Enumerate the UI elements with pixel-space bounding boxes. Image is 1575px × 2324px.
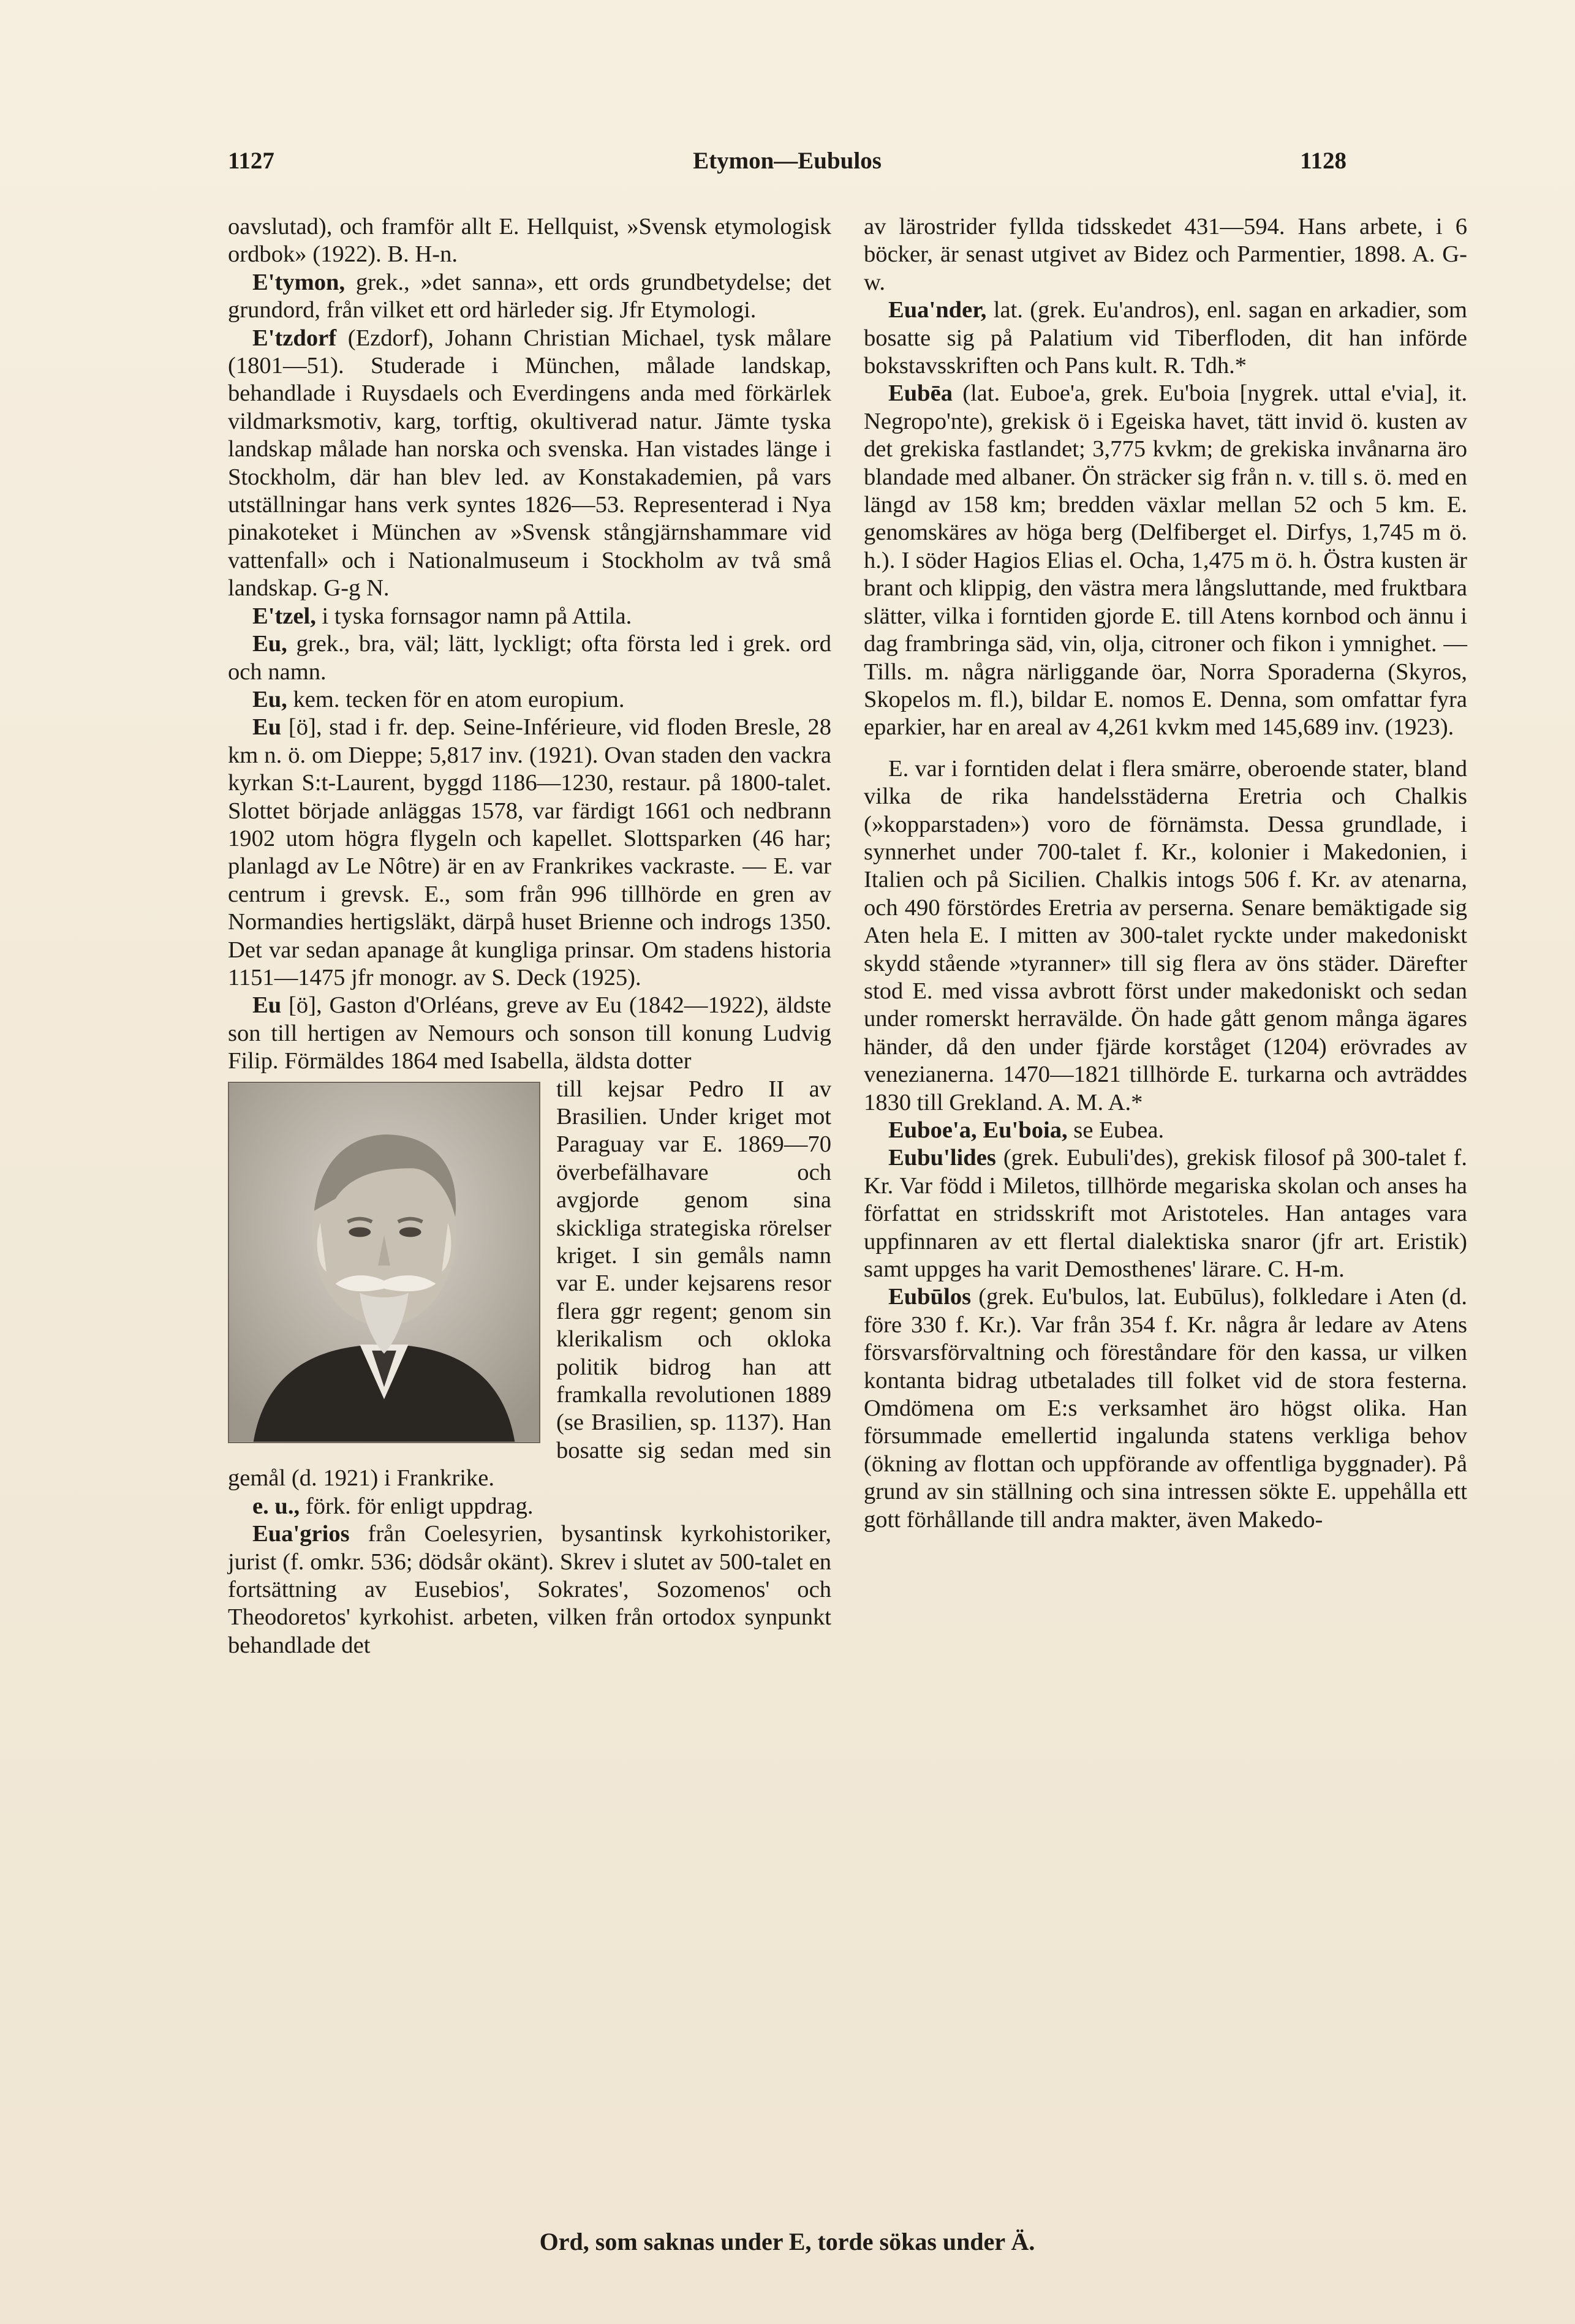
- dictionary-entry: [228, 325, 831, 603]
- right-column: [864, 213, 1467, 1534]
- entry-text: av lärostrider fyllda tidsskedet 431—594. Hans arbete, i 6 böcker, är senast utgivet av Bidez och Parmentier, 1898. A. G-w.: [864, 214, 1467, 295]
- entry-headword: Eu: [252, 714, 282, 741]
- entry-text: grek., »det sanna», ett ords grundbetydelse; det grundord, från vilket ett ord härleder sig. Jfr Etymologi.: [228, 269, 831, 323]
- entry-text: till kejsar Pedro II av Brasilien. Under kriget mot Paraguay var E. 1869—70 överbefälhavare och avgjorde genom sina skickliga strategiska rörelser kriget. I sin gemåls namn var E. under kejsarens resor flera ggr regent; genom sin klerikalism och okloka politik bidrog han att framkalla revolutionen 1889 (se Brasilien, sp. 1137). Han bosatte sig sedan med sin gemål (d. 1921) i Frankrike.: [228, 1076, 831, 1492]
- dictionary-entry: [864, 380, 1467, 741]
- dictionary-entry: [228, 269, 831, 325]
- page-number-right: 1128: [1300, 148, 1346, 174]
- entry-text: (grek. Eu'bulos, lat. Eubūlus), folkledare i Aten (d. före 330 f. Kr.). Var från 354 f. Kr. några år ledare av Atens försvarsförvaltning och föreståndare för den kassa, ur vilken kontanta bidrag utbetalades till folket vid de stora festerna. Omdömena om E:s verksamhet äro högst olika. Han försummade emellertid ingalunda statens verkliga behov (ökning av flottan och uppförande av offentliga byggnader). På grund av sin ställning och sina intressen sökte E. uppehålla ett gott förhållande till andra makter, även Makedo-: [864, 1284, 1467, 1533]
- entry-headword: Eu,: [252, 631, 287, 657]
- entry-text: (Ezdorf), Johann Christian Michael, tysk målare (1801—51). Studerade i München, målade landskap, behandlade i Ruysdaels och Everdingens anda med förkärlek vildmarksmotiv, karg, torftig, okultiverad natur. Jämte tyska landskap målade han norska och svenska. Han vistades länge i Stockholm, där han blev led. av Konstakademien, på vars utställningar hans verk syntes 1826—53. Representerad i Nya pinakoteket i München av »Svensk stångjärnshammare vid vattenfall» och i Nationalmuseum i Stockholm av två små landskap. G-g N.: [228, 325, 831, 602]
- dictionary-entry: [864, 296, 1467, 380]
- entry-text: [ö], Gaston d'Orléans, greve av Eu (1842—1922), äldste son till hertigen av Nemours och sonson till konung Ludvig Filip. Förmäldes 1864 med Isabella, äldsta dotter: [228, 992, 831, 1074]
- entry-headword: Eubu'lides: [888, 1145, 996, 1171]
- dictionary-entry: [228, 714, 831, 992]
- entry-headword: E'tymon,: [252, 269, 346, 295]
- dictionary-entry: [228, 630, 831, 686]
- page-header: [228, 147, 1346, 190]
- dictionary-entry: [864, 1117, 1467, 1144]
- text-paragraph: [228, 213, 831, 269]
- entry-headword: Eubūlos: [888, 1284, 972, 1310]
- entry-headword: E'tzel,: [252, 603, 316, 629]
- portrait-image: [229, 1083, 539, 1442]
- entry-headword: e. u.,: [252, 1493, 300, 1519]
- footer-note: Ord, som saknas under E, torde sökas under Ä.: [539, 2228, 1035, 2255]
- entry-text: kem. tecken för en atom europium.: [287, 686, 625, 712]
- page-number-left: 1127: [228, 148, 274, 174]
- dictionary-entry: [228, 603, 831, 630]
- left-column: [228, 213, 831, 1659]
- entry-headword: Eua'grios: [252, 1521, 350, 1547]
- entry-headword: Eu: [252, 992, 282, 1019]
- dictionary-entry: [228, 1493, 831, 1520]
- entry-text: i tyska fornsagor namn på Attila.: [315, 603, 632, 629]
- entry-text: från Coelesyrien, bysantinsk kyrkohistoriker, jurist (f. omkr. 536; dödsår okänt). Skrev i slutet av 500-talet en fortsättning av Eusebios', Sokrates', Sozomenos' och Theodoretos' kyrkohist. arbeten, vilken från ortodox synpunkt behandlade det: [228, 1521, 831, 1658]
- dictionary-entry: [228, 1520, 831, 1659]
- entry-text: lat. (grek. Eu'andros), enl. sagan en arkadier, som bosatte sig på Palatium vid Tiberfloden, dit han införde bokstavsskriften och Pans kult. R. Tdh.*: [864, 297, 1467, 379]
- entry-text: oavslutad), och framför allt E. Hellquist, »Svensk etymologisk ordbok» (1922). B. H-n.: [228, 214, 831, 268]
- entry-headword: Eua'nder,: [888, 297, 987, 323]
- entry-text: grek., bra, väl; lätt, lyckligt; ofta första led i grek. ord och namn.: [228, 631, 831, 685]
- entry-text: (grek. Eubuli'des), grekisk filosof på 300-talet f. Kr. Var född i Miletos, tillhörde megariska skolan och anses ha författat en stridsskrift mot Aristoteles. Han antages vara uppfinnaren av ett flertal dialektiska snaror (jfr art. Eristik) samt uppges ha varit Demosthenes' lärare. C. H-m.: [864, 1145, 1467, 1283]
- entry-headword: E'tzdorf: [252, 325, 337, 351]
- entry-text: förk. för enligt uppdrag.: [300, 1493, 534, 1519]
- entry-text: se Eubea.: [1067, 1117, 1165, 1143]
- text-paragraph: [864, 213, 1467, 296]
- dictionary-entry: [864, 755, 1467, 1117]
- text-paragraph: [228, 1076, 831, 1493]
- dictionary-entry: [228, 992, 831, 1075]
- portrait-figure: [228, 1082, 540, 1443]
- dictionary-entry: [864, 1283, 1467, 1534]
- dictionary-entry: [864, 1144, 1467, 1283]
- entry-text: E. var i forntiden delat i flera smärre, oberoende stater, bland vilka de rika handelsstäderna Eretria och Chalkis (»kopparstaden») voro de förnämsta. Dessa grundlade, i synnerhet under 700-talet f. Kr., kolonier i Makedonien, i Italien och på Sicilien. Chalkis intogs 506 f. Kr. av atenarna, och 490 förstördes Eretria av perserna. Senare bemäktigade sig Aten hela E. I mitten av 300-talet ryckte under makedoniskt skydd stående »tyranner» till sig flera av öns städer. Därefter stod E. med vissa avbrott först under makedoniskt och sedan under romerskt herravälde. Ön hade gått genom många ägares händer, då den under fjärde korståget (1204) erövrades av venezianerna. 1470—1821 tillhörde E. turkarna och avträddes 1830 till Grekland. A. M. A.*: [864, 755, 1467, 1115]
- running-title: Etymon—Eubulos: [693, 148, 882, 174]
- dictionary-entry: [228, 686, 831, 714]
- entry-text: [ö], stad i fr. dep. Seine-Inférieure, vid floden Bresle, 28 km n. ö. om Dieppe; 5,817 inv. (1921). Ovan staden den vackra kyrkan S:t-Laurent, byggd 1186—1230, restaur. på 1800-talet. Slottet började anläggas 1578, var färdigt 1661 och nedbrann 1902 utom högra flygeln och kapellet. Slottsparken (46 har; planlagd av Le Nôtre) är en av Frankrikes vackraste. — E. var centrum i grevsk. E., som från 996 tillhörde en gren av Normandies hertigsläkt, därpå huset Brienne och indrogs 1350. Det var sedan apanage åt kungliga prinsar. Om stadens historia 1151—1475 jfr monogr. av S. Deck (1925).: [228, 714, 831, 990]
- entry-headword: Eubēa: [888, 380, 953, 407]
- entry-text: (lat. Euboe'a, grek. Eu'boia [nygrek. uttal e'via], it. Negropo'nte), grekisk ö i Egeiska havet, tätt invid ö. kusten av det grekiska fastlandet; 3,775 kvkm; de grekiska invånarna äro blandade med albaner. Ön sträcker sig från n. v. till s. ö. med en längd av 158 km; bredden växlar mellan 52 och 5 km. E. genomskäres av höga berg (Delfiberget el. Dirfys, 1,745 m ö. h.). I söder Hagios Elias el. Ocha, 1,475 m ö. h. Östra kusten är brant och klippig, den västra mera långsluttande, med fruktbara slätter, vilka i forntiden gjorde E. till Atens kornbod och ännu i dag frambringa säd, vin, olja, citroner och fikon i ymnighet. — Tills. m. några närliggande öar, Norra Sporaderna (Skyros, Skopelos m. fl.), bildar E. nomos E. Denna, som omfattar fyra eparkier, har en areal av 4,261 kvkm med 145,689 inv. (1923).: [864, 380, 1467, 741]
- entry-headword: Euboe'a, Eu'boia,: [888, 1117, 1068, 1143]
- entry-headword: Eu,: [252, 686, 287, 712]
